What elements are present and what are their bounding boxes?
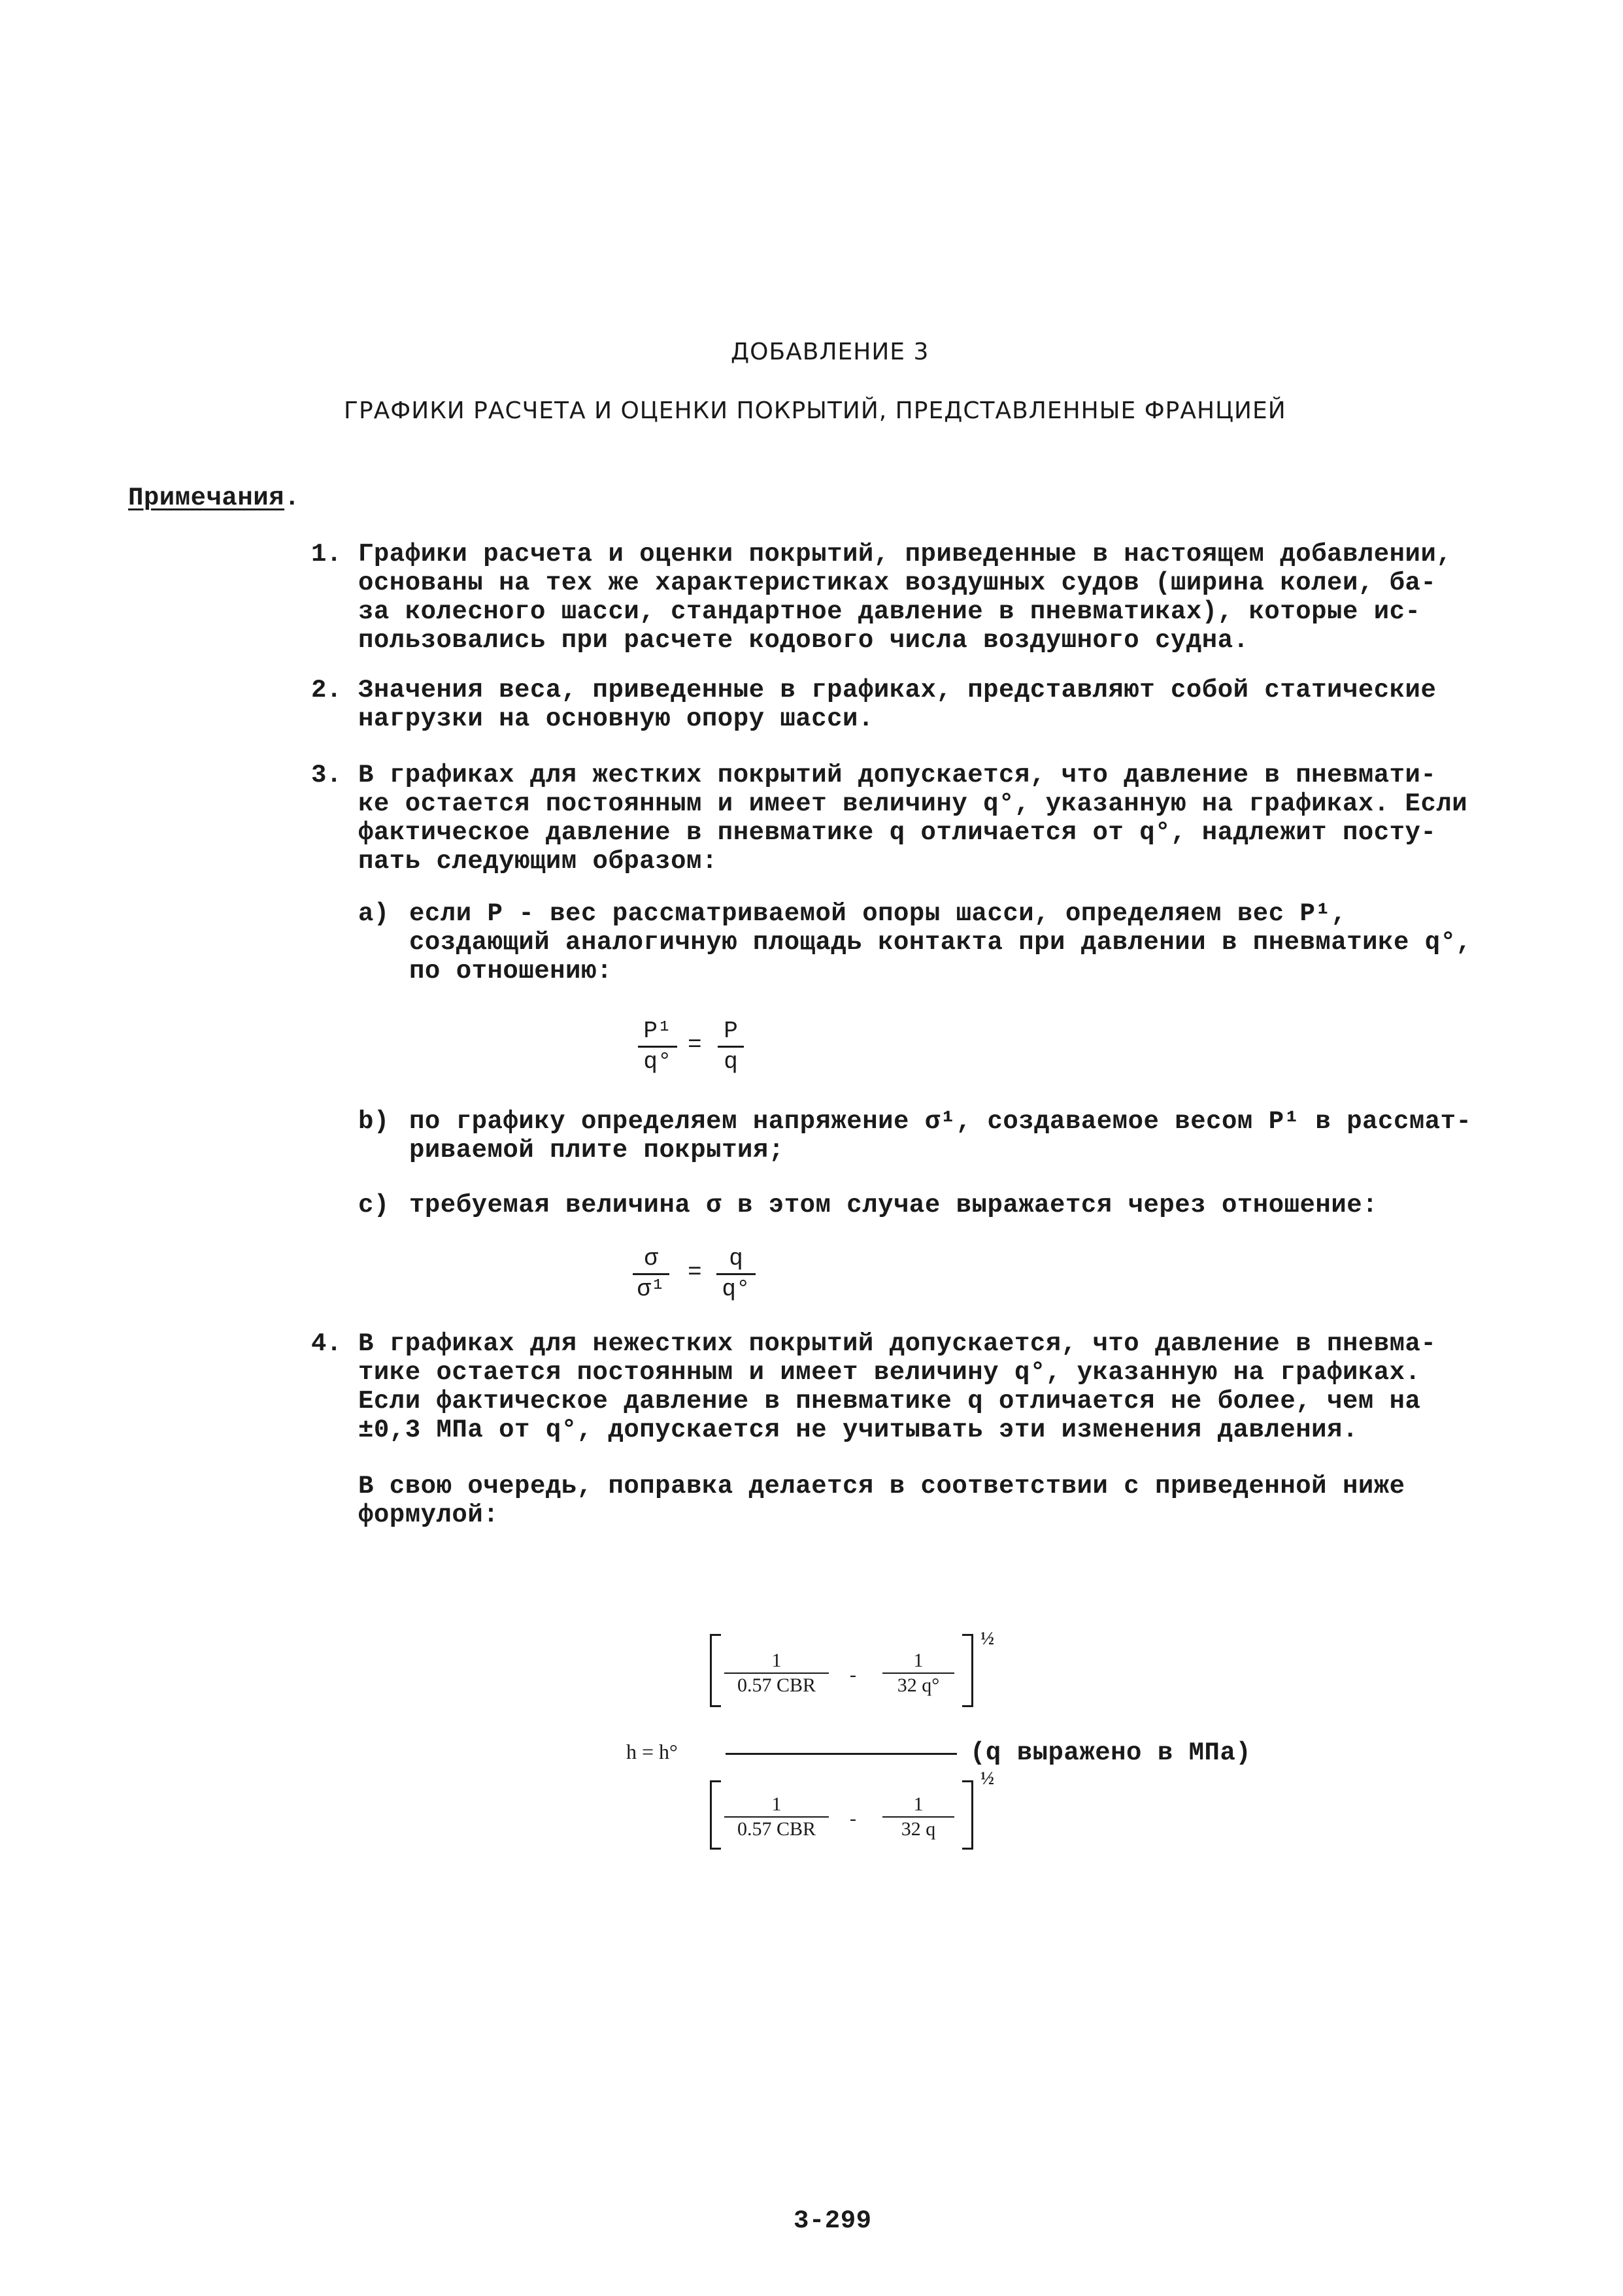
subitem-line: по графику определяем напряжение σ¹, создаваемое весом P¹ в рассмат- xyxy=(409,1107,1472,1136)
subitem-line: если P - вес рассматриваемой опоры шасси, определяем вес P¹, xyxy=(409,899,1347,928)
formula3-bottom-exponent: ½ xyxy=(980,1769,994,1789)
fraction-bar xyxy=(638,1046,677,1048)
item-line: Если фактическое давление в пневматике q отличается не более, чем на xyxy=(358,1387,1421,1416)
item-line: нагрузки на основную опору шасси. xyxy=(358,705,874,733)
formula3-lhs: h = h° xyxy=(626,1740,678,1763)
formula2-denominator: σ¹ xyxy=(637,1276,665,1303)
item-line: фактическое давление в пневматике q отличается от q°, надлежит посту- xyxy=(358,818,1437,847)
item-line: тике остается постоянным и имеет величину q°, указанную на графиках. xyxy=(358,1358,1421,1387)
item-line: В графиках для жестких покрытий допускается, что давление в пневмати- xyxy=(358,761,1437,790)
page-number: 3-299 xyxy=(794,2206,872,2235)
item-line: пользовались при расчете кодового числа воздушного судна. xyxy=(358,626,1249,655)
fraction-bar xyxy=(724,1672,829,1674)
formula3-unit-note: (q выражено в МПа) xyxy=(970,1739,1252,1767)
notes-heading-dot: . xyxy=(284,484,300,512)
item-number: 1. xyxy=(311,540,342,569)
formula3-main-fraction-bar xyxy=(726,1753,957,1755)
formula3-bottom-left-bracket xyxy=(710,1780,721,1850)
paragraph-line: В свою очередь, поправка делается в соответствии с приведенной ниже xyxy=(358,1472,1405,1501)
term-numerator: 1 xyxy=(771,1650,782,1671)
formula3-bottom-term2 xyxy=(882,1793,954,1840)
item-line: Графики расчета и оценки покрытий, приведенные в настоящем добавлении, xyxy=(358,540,1452,569)
term-numerator: 1 xyxy=(913,1650,924,1671)
formula3-top-right-bracket xyxy=(962,1634,973,1707)
item-line: основаны на тех же характеристиках воздушных судов (ширина колеи, ба- xyxy=(358,569,1437,597)
term-numerator: 1 xyxy=(913,1793,924,1815)
subitem-line: риваемой плите покрытия; xyxy=(409,1136,784,1165)
subitem-label: c) xyxy=(358,1191,390,1220)
notes-heading-text: Примечания xyxy=(128,484,285,512)
item-number: 2. xyxy=(311,676,342,705)
appendix-subtitle: ГРАФИКИ РАСЧЕТА И ОЦЕНКИ ПОКРЫТИЙ, ПРЕДСТАВЛЕННЫЕ ФРАНЦИЕЙ xyxy=(344,397,1286,424)
fraction-bar xyxy=(718,1046,744,1048)
fraction-bar xyxy=(882,1672,954,1674)
formula2-denominator: q° xyxy=(722,1276,750,1303)
formula2-equals: = xyxy=(688,1259,702,1286)
formula3-bottom-term1 xyxy=(724,1793,829,1840)
appendix-title: ДОБАВЛЕНИЕ 3 xyxy=(731,339,929,365)
formula2-numerator: q xyxy=(729,1245,743,1272)
term-denominator: 32 q° xyxy=(897,1674,940,1696)
fraction-bar xyxy=(724,1816,829,1818)
term-denominator: 32 q xyxy=(901,1818,936,1840)
item-line: пать следующим образом: xyxy=(358,847,718,876)
formula3-top-minus: - xyxy=(850,1664,856,1686)
item-line: В графиках для нежестких покрытий допускается, что давление в пневма- xyxy=(358,1329,1437,1358)
formula3-top-term2 xyxy=(882,1650,954,1697)
term-numerator: 1 xyxy=(771,1793,782,1815)
formula3-top-term1 xyxy=(724,1650,829,1697)
formula3-bottom-right-bracket xyxy=(962,1780,973,1850)
formula2-left-fraction xyxy=(633,1246,669,1303)
paragraph-line: формулой: xyxy=(358,1501,499,1529)
formula3-top-exponent: ½ xyxy=(980,1629,994,1649)
term-denominator: 0.57 CBR xyxy=(737,1818,816,1840)
formula2-numerator: σ xyxy=(644,1245,658,1272)
item-line: за колесного шасси, стандартное давление в пневматиках), которые ис- xyxy=(358,597,1421,626)
formula1-equals: = xyxy=(688,1031,702,1058)
formula1-numerator: P¹ xyxy=(643,1018,672,1044)
formula3-bottom-minus: - xyxy=(850,1808,856,1829)
formula2-right-fraction xyxy=(716,1246,756,1303)
formula1-denominator: q° xyxy=(643,1048,672,1075)
item-number: 4. xyxy=(311,1329,342,1358)
term-denominator: 0.57 CBR xyxy=(737,1674,816,1696)
subitem-line: требуемая величина σ в этом случае выражается через отношение: xyxy=(409,1191,1379,1220)
item-number: 3. xyxy=(311,761,342,790)
formula1-numerator: P xyxy=(724,1018,738,1044)
item-line: Значения веса, приведенные в графиках, представляют собой статические xyxy=(358,676,1437,705)
subitem-label: a) xyxy=(358,899,390,928)
formula1-left-fraction xyxy=(638,1018,677,1075)
formula1-right-fraction xyxy=(718,1018,744,1075)
fraction-bar xyxy=(633,1273,669,1275)
formula1-denominator: q xyxy=(724,1048,738,1075)
fraction-bar xyxy=(882,1816,954,1818)
item-line: ±0,3 МПа от q°, допускается не учитывать эти изменения давления. xyxy=(358,1416,1358,1444)
subitem-label: b) xyxy=(358,1107,390,1136)
notes-heading xyxy=(128,484,300,512)
subitem-line: создающий аналогичную площадь контакта при давлении в пневматике q°, xyxy=(409,928,1472,957)
item-line: ке остается постоянным и имеет величину q°, указанную на графиках. Если xyxy=(358,790,1468,818)
formula3-top-left-bracket xyxy=(710,1634,721,1707)
fraction-bar xyxy=(716,1273,756,1275)
subitem-line: по отношению: xyxy=(409,957,612,986)
